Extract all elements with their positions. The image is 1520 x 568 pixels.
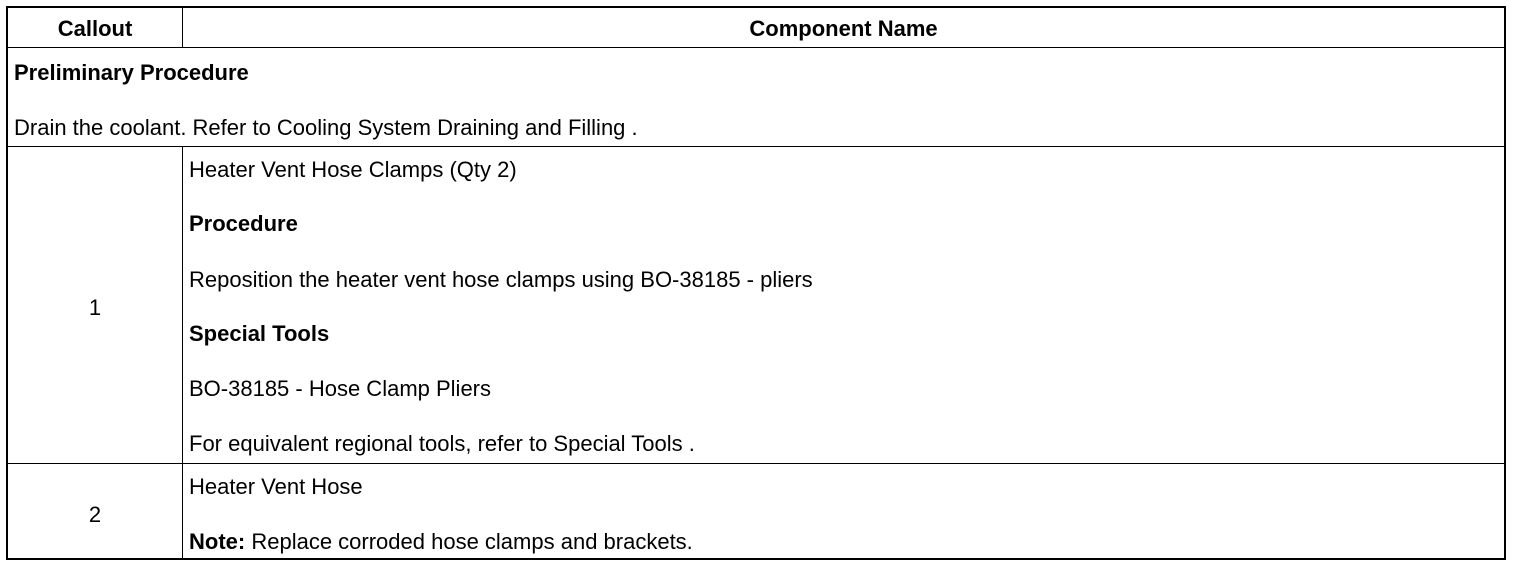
row-2-note [189, 529, 693, 555]
row-2-component-name: Heater Vent Hose [189, 474, 363, 499]
row-1-callout: 1 [88, 295, 102, 320]
preliminary-title: Preliminary Procedure [14, 60, 249, 85]
row-1-tools-note: For equivalent regional tools, refer to Special Tools . [189, 431, 695, 456]
row-1-tool: BO-38185 - Hose Clamp Pliers [189, 376, 492, 401]
column-divider [182, 146, 183, 558]
preliminary-divider [8, 146, 1504, 147]
procedure-table [6, 6, 1506, 560]
header-component-name: Component Name [749, 16, 938, 41]
header-callout: Callout [57, 16, 133, 41]
row-1-component-name: Heater Vent Hose Clamps (Qty 2) [189, 157, 517, 182]
row-1-procedure-heading: Procedure [189, 211, 298, 236]
preliminary-text: Drain the coolant. Refer to Cooling System Draining and Filling . [14, 115, 638, 140]
header-divider [8, 47, 1504, 48]
row-1-special-tools-heading: Special Tools [189, 321, 330, 346]
row-1-procedure-text: Reposition the heater vent hose clamps using BO-38185 - pliers [189, 267, 813, 292]
row-2-callout: 2 [88, 502, 102, 527]
note-text: Replace corroded hose clamps and brackets. [245, 529, 693, 554]
row-divider [8, 463, 1504, 464]
note-label: Note: [189, 529, 246, 554]
